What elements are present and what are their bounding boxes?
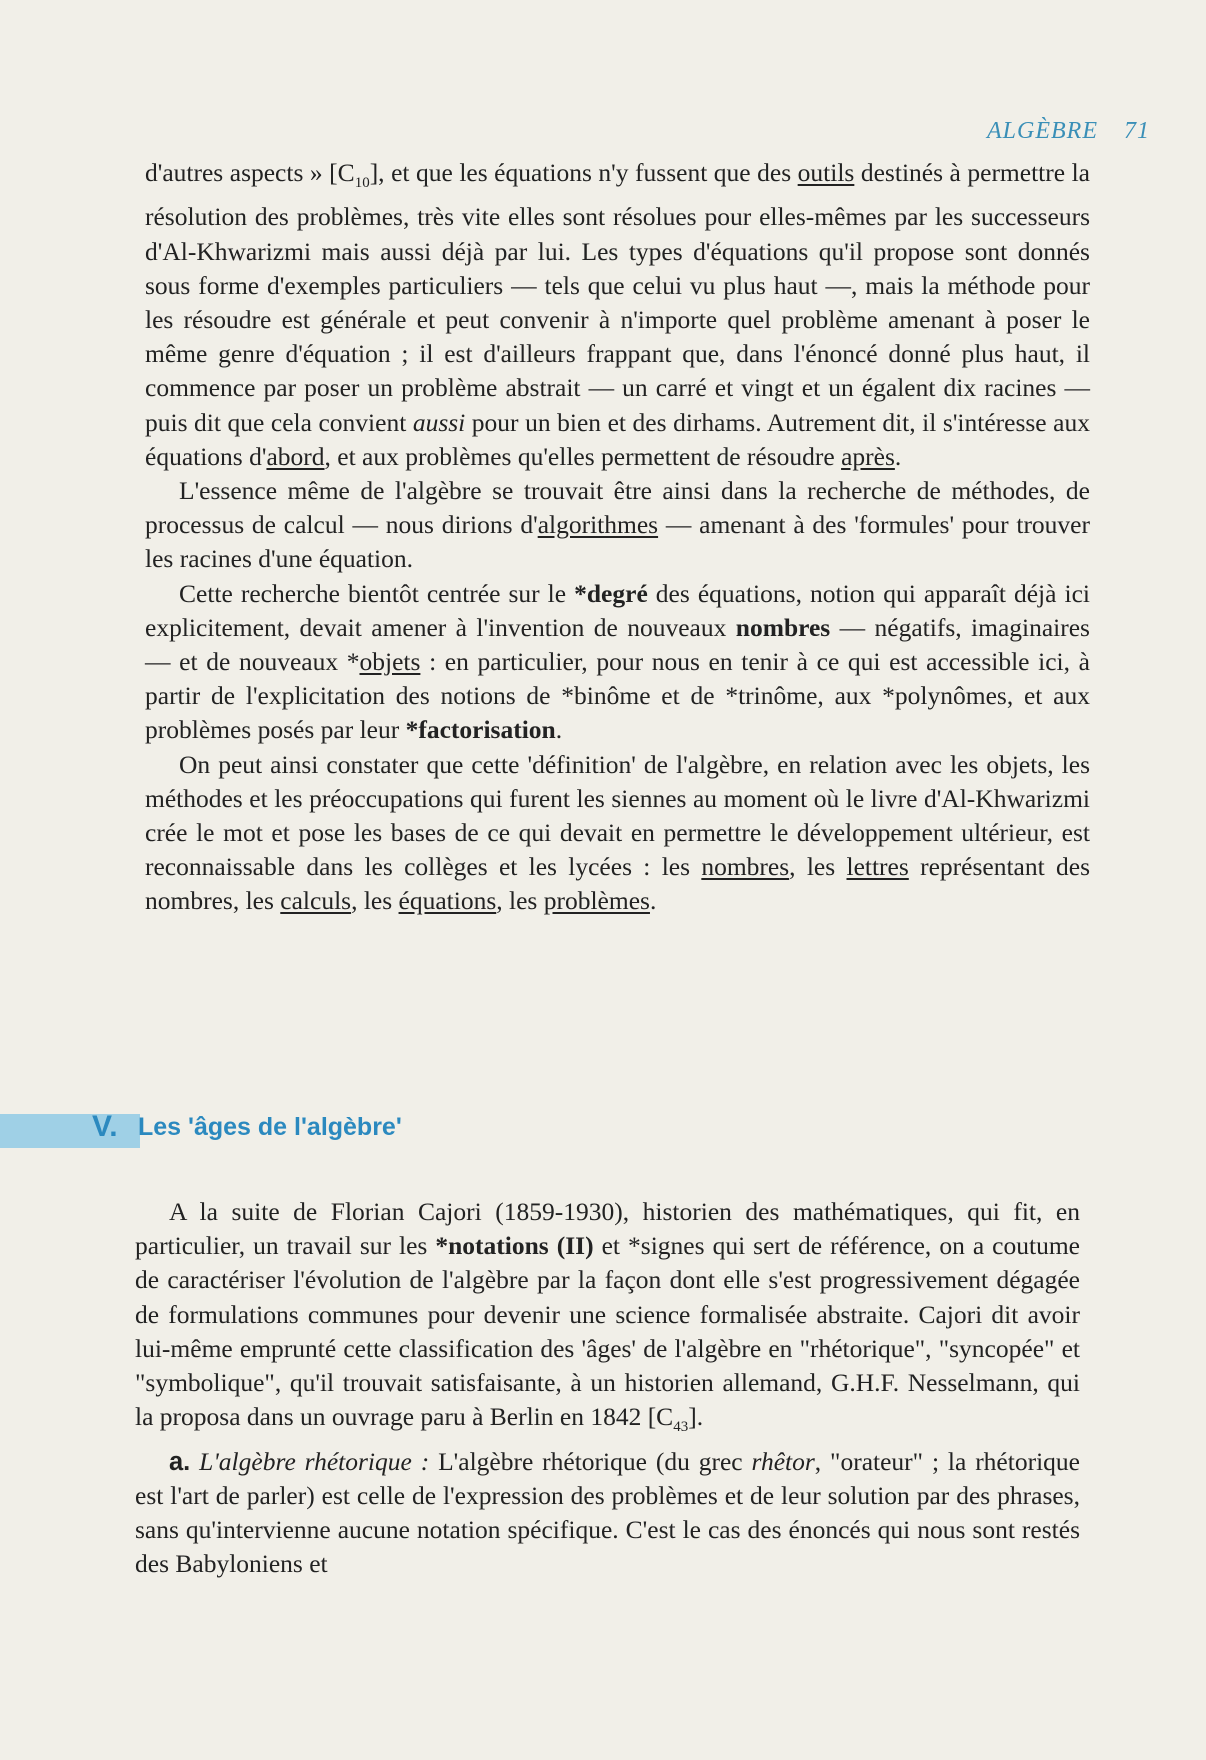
section-number: V. [92,1110,118,1143]
text-block-top [145,156,1090,919]
item-label: a. [169,1447,191,1476]
text-block-bottom [135,1195,1080,1581]
section-heading [0,1110,1206,1152]
paragraph-4: On peut ainsi constater que cette 'définition' de l'algèbre, en relation avec les objets, les méthodes et les préoccupations qui furent les siennes au moment où le livre d'Al-Khwarizmi crée le mot et pose les bases de ce qui devait en permettre le développement ultérieur, est reconnaissable dans les collèges et les lycées : les nombres, les lettres représentant des nombres, les calculs, les équations, les problèmes. [145,749,1091,916]
page-number: 71 [1124,118,1150,144]
paragraph-1: d'autres aspects » $[C_{10}]$, et que les équations n'y fussent que des outils destinés à permettre la résolution des problèmes, très vite elles sont résolues pour elles-mêmes par les successeurs d'Al-Khwarizmi mais aussi déjà par lui. Les types d'équations qu'il propose sont donnés sous forme d'exemples particuliers — tels que celui vu plus haut —, mais la méthode pour les résoudre est générale et peut convenir à n'importe quel problème amenant à poser le même genre d'équation ; il est d'ailleurs frappant que, dans l'énoncé donné plus haut, il commence par poser un problème abstrait — un carré et vingt et un égalent dix racines — puis dit que cela convient aussi pour un bien et des dirhams. Autrement dit, il s'intéresse aux équations d'abord, et aux problèmes qu'elles permettent de résoudre après. [145,158,1090,471]
paragraph-6: a. L'algèbre rhétorique : L'algèbre rhétorique (du grec rhêtor, "orateur" ; la rhétorique est l'art de parler) est celle de l'expression des problèmes et de leur solution par des phrases, sans qu'intervienne aucune notation spécifique. C'est le cas des énoncés qui nous sont restés des Babyloniens et [135,1446,1080,1579]
section-title: Les 'âges de l'algèbre' [138,1113,402,1141]
paragraph-5: A la suite de Florian Cajori (1859-1930), historien des mathématiques, qui fit, en particulier, un travail sur les *notations (II) et *signes qui sert de référence, on a coutume de caractériser l'évolution de l'algèbre par la façon dont elle s'est progressivement dégagée de formulations communes pour devenir une science formalisée abstraite. Cajori dit avoir lui-même emprunté cette classification des 'âges' de l'algèbre en "rhétorique", "syncopée" et "symbolique", qu'il trouvait satisfaisante, à un historien allemand, G.H.F. Nesselmann, qui la proposa dans un ouvrage paru à Berlin en 1842 $[C_{43}]$. [135,1197,1080,1436]
paragraph-2: L'essence même de l'algèbre se trouvait être ainsi dans la recherche de méthodes, de processus de calcul — nous dirions d'algorithmes — amenant à des 'formules' pour trouver les racines d'une équation. [145,475,1090,574]
running-header [987,118,1150,145]
section-marker-bar [0,1114,140,1148]
paragraph-3: Cette recherche bientôt centrée sur le *degré des équations, notion qui apparaît déjà ici explicitement, devait amener à l'invention de nouveaux nombres — négatifs, imaginaires — et de nouveaux *objets : en particulier, pour nous en tenir à ce qui est accessible ici, à partir de l'explicitation des notions de *binôme et de *trinôme, aux *polynômes, et aux problèmes posés par leur *factorisation. [145,578,1090,745]
header-section-title: ALGÈBRE [987,118,1098,144]
